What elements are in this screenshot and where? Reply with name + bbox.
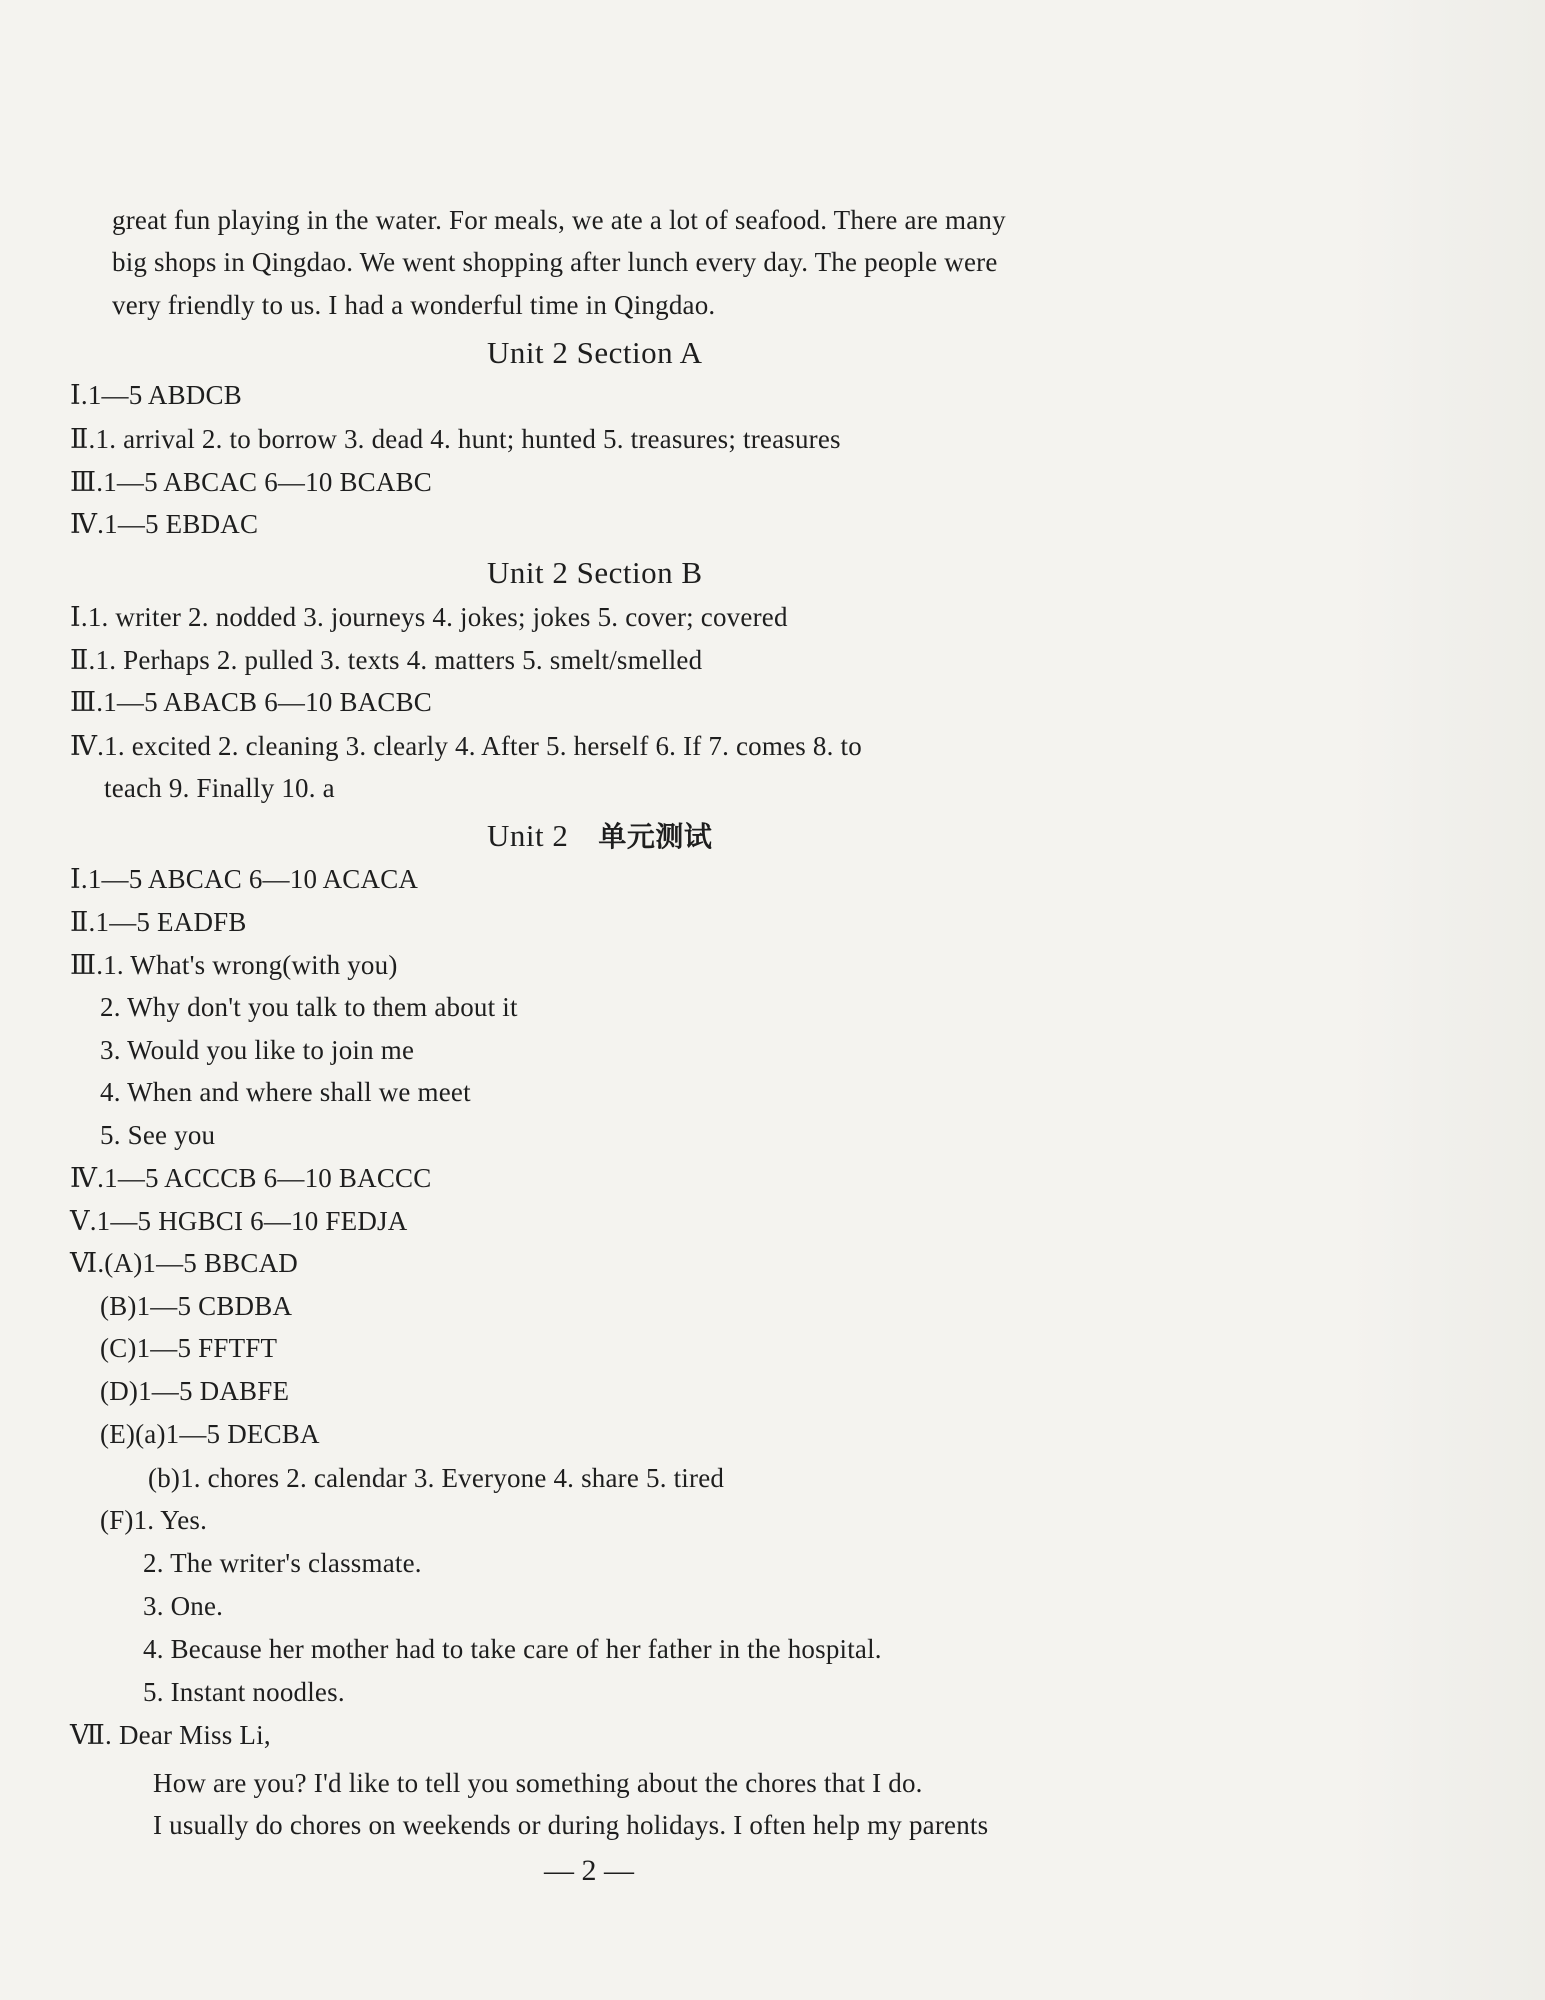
unit-test-line-15: (b)1. chores 2. calendar 3. Everyone 4. share 5. tired	[148, 1463, 725, 1493]
unit-test-line-10: Ⅵ.(A)1—5 BBCAD	[70, 1248, 298, 1278]
unit-test-line-9: Ⅴ.1—5 HGBCI 6—10 FEDJA	[70, 1206, 408, 1236]
unit-test-line-1: Ⅰ.1—5 ABCAC 6—10 ACACA	[70, 864, 419, 894]
intro-line-3: very friendly to us. I had a wonderful time in Qingdao.	[112, 290, 716, 320]
unit-test-line-20: 5. Instant noodles.	[143, 1677, 345, 1707]
section-b-line-5: teach 9. Finally 10. a	[104, 773, 335, 803]
section-b-line-1: Ⅰ.1. writer 2. nodded 3. journeys 4. jokes; jokes 5. cover; covered	[70, 602, 788, 632]
unit-test-line-5: 3. Would you like to join me	[100, 1035, 415, 1065]
unit-test-heading	[487, 817, 712, 856]
unit-test-line-23: I usually do chores on weekends or during holidays. I often help my parents	[153, 1810, 989, 1840]
unit-test-line-7: 5. See you	[100, 1120, 216, 1150]
unit-test-line-13: (D)1—5 DABFE	[100, 1376, 290, 1406]
unit-test-line-18: 3. One.	[143, 1591, 224, 1621]
page-edge-shadow	[1350, 0, 1545, 2000]
section-a-line-2: Ⅱ.1. arrival 2. to borrow 3. dead 4. hunt; hunted 5. treasures; treasures	[70, 424, 841, 454]
unit-test-heading-zh: 单元测试	[598, 820, 713, 853]
section-a-line-1: Ⅰ.1—5 ABDCB	[70, 380, 242, 410]
unit-test-line-14: (E)(a)1—5 DECBA	[100, 1419, 320, 1449]
intro-line-2: big shops in Qingdao. We went shopping after lunch every day. The people were	[112, 247, 998, 277]
unit-test-line-11: (B)1—5 CBDBA	[100, 1291, 293, 1321]
section-b-line-3: Ⅲ.1—5 ABACB 6—10 BACBC	[70, 687, 433, 717]
unit-test-line-12: (C)1—5 FFTFT	[100, 1333, 278, 1363]
intro-line-1: great fun playing in the water. For meals, we ate a lot of seafood. There are many	[112, 205, 1006, 235]
unit-test-line-4: 2. Why don't you talk to them about it	[100, 992, 518, 1022]
unit-test-line-21: Ⅶ. Dear Miss Li,	[70, 1720, 271, 1750]
unit-test-line-19: 4. Because her mother had to take care of her father in the hospital.	[143, 1634, 882, 1664]
unit-test-line-6: 4. When and where shall we meet	[100, 1077, 471, 1107]
unit-test-line-8: Ⅳ.1—5 ACCCB 6—10 BACCC	[70, 1163, 432, 1193]
section-b-line-2: Ⅱ.1. Perhaps 2. pulled 3. texts 4. matters 5. smelt/smelled	[70, 645, 703, 675]
section-a-line-4: Ⅳ.1—5 EBDAC	[70, 509, 259, 539]
section-a-line-3: Ⅲ.1—5 ABCAC 6—10 BCABC	[70, 467, 433, 497]
section-b-line-4: Ⅳ.1. excited 2. cleaning 3. clearly 4. After 5. herself 6. If 7. comes 8. to	[70, 731, 862, 761]
unit-test-line-17: 2. The writer's classmate.	[143, 1548, 422, 1578]
unit-test-line-2: Ⅱ.1—5 EADFB	[70, 907, 247, 937]
unit-test-heading-en: Unit 2	[487, 818, 569, 853]
unit-test-line-16: (F)1. Yes.	[100, 1505, 208, 1535]
unit-test-line-22: How are you? I'd like to tell you something about the chores that I do.	[153, 1768, 923, 1798]
section-a-heading: Unit 2 Section A	[487, 335, 703, 370]
section-b-heading: Unit 2 Section B	[487, 555, 703, 590]
page-number: — 2 —	[544, 1854, 634, 1887]
unit-test-line-3: Ⅲ.1. What's wrong(with you)	[70, 950, 398, 980]
